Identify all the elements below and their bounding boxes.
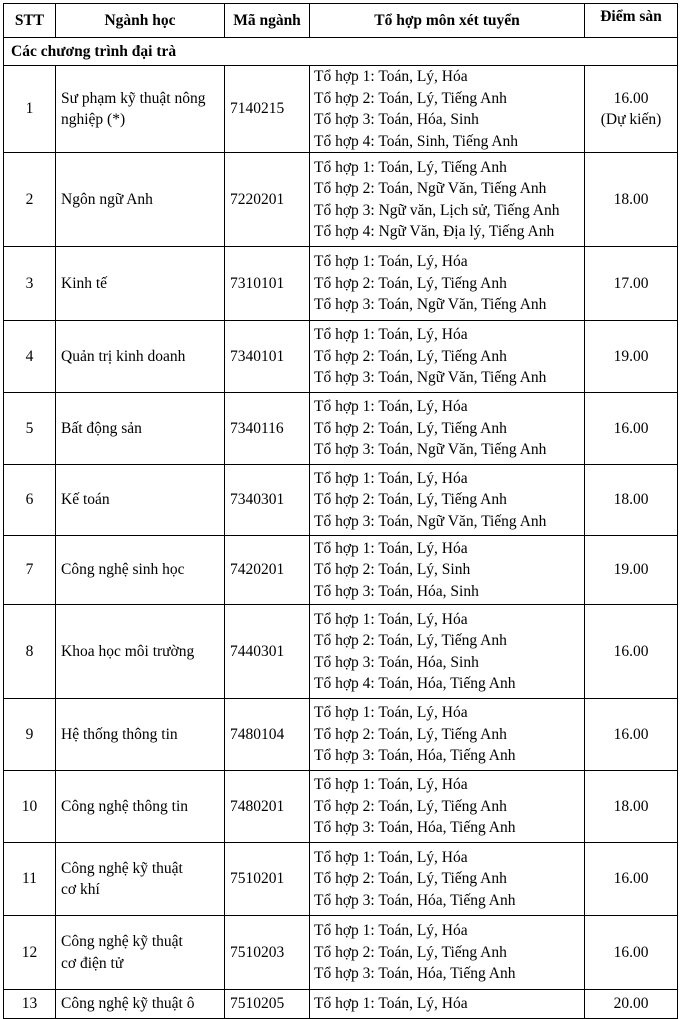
score-cell <box>585 465 678 536</box>
combo-line: Tổ hợp 1: Toán, Lý, Hóa <box>314 253 468 271</box>
table-row <box>4 66 678 153</box>
combo-line: Tổ hợp 4: Ngữ Văn, Địa lý, Tiếng Anh <box>314 223 555 240</box>
major-cell <box>56 771 225 843</box>
combo-line: Tổ hợp 1: Toán, Lý, Hóa <box>314 848 468 866</box>
score-line: 18.00 <box>613 491 649 509</box>
header-score: Điểm sàn <box>585 4 678 38</box>
combo-line: Tổ hợp 2: Toán, Lý, Tiếng Anh <box>314 870 507 888</box>
score-line: 16.00 <box>613 870 649 888</box>
score-cell <box>585 771 678 843</box>
section-row <box>4 38 678 66</box>
major-line: Sư phạm kỹ thuật nông <box>61 89 206 107</box>
score-line: 17.00 <box>613 274 649 292</box>
major-cell <box>56 321 225 393</box>
table-row <box>4 393 678 465</box>
combo-line: Tổ hợp 2: Toán, Lý, Sinh <box>314 561 471 579</box>
combo-line: Tổ hợp 3: Toán, Hóa, Sinh <box>314 582 479 600</box>
combo-line: Tổ hợp 2: Toán, Lý, Tiếng Anh <box>314 89 507 107</box>
combos-cell <box>310 990 585 1019</box>
combos-cell <box>310 536 585 605</box>
combo-line: Tổ hợp 3: Toán, Hóa, Tiếng Anh <box>314 819 516 837</box>
major-cell <box>56 465 225 536</box>
score-cell <box>585 247 678 321</box>
combos-cell <box>310 321 585 393</box>
score-cell <box>585 990 678 1019</box>
combos-cell <box>310 843 585 916</box>
combo-line: Tổ hợp 1: Toán, Lý, Hóa <box>314 610 468 628</box>
major-line: Bất động sản <box>61 419 142 437</box>
header-row <box>4 4 678 38</box>
combo-line: Tổ hợp 1: Toán, Lý, Hóa <box>314 326 468 344</box>
major-line: Công nghệ sinh học <box>61 561 185 579</box>
code-cell: 7340101 <box>225 321 310 393</box>
table-row <box>4 843 678 916</box>
major-cell <box>56 699 225 771</box>
major-line: nghiệp (*) <box>61 111 126 128</box>
stt-cell: 4 <box>4 321 56 393</box>
combo-line: Tổ hợp 2: Toán, Lý, Tiếng Anh <box>314 797 507 815</box>
major-line: Kế toán <box>61 491 110 509</box>
stt-cell: 7 <box>4 536 56 605</box>
major-cell <box>56 153 225 247</box>
major-line: Công nghệ kỹ thuật <box>61 859 183 877</box>
score-cell <box>585 699 678 771</box>
major-cell <box>56 990 225 1019</box>
combo-line: Tổ hợp 3: Toán, Ngữ Văn, Tiếng Anh <box>314 369 547 387</box>
combo-line: Tổ hợp 2: Toán, Lý, Tiếng Anh <box>314 491 507 509</box>
score-cell <box>585 843 678 916</box>
stt-cell: 9 <box>4 699 56 771</box>
combo-line: Tổ hợp 3: Toán, Ngữ Văn, Tiếng Anh <box>314 441 547 459</box>
combos-cell <box>310 153 585 247</box>
combo-line: Tổ hợp 3: Toán, Hóa, Sinh <box>314 653 479 671</box>
table-row <box>4 536 678 605</box>
score-line: 16.00 <box>613 89 649 107</box>
stt-cell: 10 <box>4 771 56 843</box>
code-cell: 7510203 <box>225 916 310 990</box>
score-cell <box>585 321 678 393</box>
code-cell: 7420201 <box>225 536 310 605</box>
code-cell: 7480104 <box>225 699 310 771</box>
score-line: 16.00 <box>613 419 649 437</box>
code-cell: 7340116 <box>225 393 310 465</box>
stt-cell: 5 <box>4 393 56 465</box>
combos-cell <box>310 66 585 153</box>
major-line: Công nghệ thông tin <box>61 797 189 815</box>
code-cell: 7510201 <box>225 843 310 916</box>
stt-cell: 11 <box>4 843 56 916</box>
combos-cell <box>310 465 585 536</box>
code-cell: 7480201 <box>225 771 310 843</box>
combo-line: Tổ hợp 3: Toán, Hóa, Tiếng Anh <box>314 891 516 909</box>
combos-cell <box>310 771 585 843</box>
score-cell <box>585 536 678 605</box>
table-row <box>4 321 678 393</box>
stt-cell: 2 <box>4 153 56 247</box>
major-cell <box>56 66 225 153</box>
combo-line: Tổ hợp 1: Toán, Lý, Tiếng Anh <box>314 158 507 176</box>
major-line: cơ điện tử <box>61 954 124 972</box>
combos-cell <box>310 247 585 321</box>
code-cell: 7510205 <box>225 990 310 1019</box>
header-combos: Tổ hợp môn xét tuyển <box>310 4 585 38</box>
combos-cell <box>310 393 585 465</box>
score-line: (Dự kiến) <box>600 111 662 128</box>
combo-line: Tổ hợp 2: Toán, Ngữ Văn, Tiếng Anh <box>314 180 547 197</box>
major-cell <box>56 393 225 465</box>
major-line: Công nghệ kỹ thuật <box>61 933 183 950</box>
major-line: Khoa học môi trường <box>61 642 195 660</box>
combo-line: Tổ hợp 2: Toán, Lý, Tiếng Anh <box>314 943 507 961</box>
stt-cell: 12 <box>4 916 56 990</box>
score-line: 19.00 <box>613 561 649 579</box>
combo-line: Tổ hợp 3: Toán, Ngữ Văn, Tiếng Anh <box>314 512 547 530</box>
combo-line: Tổ hợp 3: Toán, Hóa, Tiếng Anh <box>314 965 516 983</box>
table-row <box>4 247 678 321</box>
major-cell <box>56 916 225 990</box>
combo-line: Tổ hợp 3: Toán, Hóa, Sinh <box>314 111 479 128</box>
combo-line: Tổ hợp 2: Toán, Lý, Tiếng Anh <box>314 419 507 437</box>
score-line: 16.00 <box>613 642 649 660</box>
code-cell: 7220201 <box>225 153 310 247</box>
stt-cell: 3 <box>4 247 56 321</box>
major-cell <box>56 605 225 699</box>
combo-line: Tổ hợp 2: Toán, Lý, Tiếng Anh <box>314 347 507 365</box>
combo-line: Tổ hợp 3: Toán, Ngữ Văn, Tiếng Anh <box>314 296 547 314</box>
table-row <box>4 990 678 1019</box>
table-row <box>4 699 678 771</box>
major-cell <box>56 536 225 605</box>
combo-line: Tổ hợp 1: Toán, Lý, Hóa <box>314 469 468 487</box>
combo-line: Tổ hợp 3: Ngữ văn, Lịch sử, Tiếng Anh <box>314 201 560 219</box>
score-line: 18.00 <box>613 190 649 208</box>
score-cell <box>585 153 678 247</box>
combo-line: Tổ hợp 1: Toán, Lý, Hóa <box>314 704 468 722</box>
score-cell <box>585 605 678 699</box>
score-cell <box>585 916 678 990</box>
stt-cell: 1 <box>4 66 56 153</box>
major-line: Hệ thống thông tin <box>61 725 178 743</box>
score-cell <box>585 393 678 465</box>
stt-cell: 6 <box>4 465 56 536</box>
major-cell <box>56 843 225 916</box>
major-line: Quản trị kinh doanh <box>61 347 186 365</box>
header-code: Mã ngành <box>225 4 310 38</box>
major-line: Kinh tế <box>61 274 108 292</box>
combo-line: Tổ hợp 1: Toán, Lý, Hóa <box>314 995 468 1013</box>
combos-cell <box>310 699 585 771</box>
section-title: Các chương trình đại trà <box>4 38 678 66</box>
combos-cell <box>310 916 585 990</box>
combo-line: Tổ hợp 4: Toán, Hóa, Tiếng Anh <box>314 675 516 692</box>
header-stt: STT <box>4 4 56 38</box>
stt-cell: 13 <box>4 990 56 1019</box>
header-major: Ngành học <box>56 4 225 38</box>
score-line: 18.00 <box>613 797 649 815</box>
combo-line: Tổ hợp 1: Toán, Lý, Hóa <box>314 398 468 416</box>
major-line: cơ khí <box>61 881 100 898</box>
combos-cell <box>310 605 585 699</box>
combo-line: Tổ hợp 2: Toán, Lý, Tiếng Anh <box>314 274 507 292</box>
combo-line: Tổ hợp 1: Toán, Lý, Hóa <box>314 68 468 85</box>
combo-line: Tổ hợp 4: Toán, Sinh, Tiếng Anh <box>314 132 519 150</box>
code-cell: 7310101 <box>225 247 310 321</box>
combo-line: Tổ hợp 2: Toán, Lý, Tiếng Anh <box>314 632 507 649</box>
table-row <box>4 771 678 843</box>
code-cell: 7340301 <box>225 465 310 536</box>
major-line: Ngôn ngữ Anh <box>61 190 153 208</box>
table-row <box>4 465 678 536</box>
admission-table <box>3 3 678 1019</box>
table-row <box>4 605 678 699</box>
table-row <box>4 153 678 247</box>
score-line: 16.00 <box>613 725 649 743</box>
code-cell: 7440301 <box>225 605 310 699</box>
combo-line: Tổ hợp 3: Toán, Hóa, Tiếng Anh <box>314 747 516 765</box>
code-cell: 7140215 <box>225 66 310 153</box>
stt-cell: 8 <box>4 605 56 699</box>
score-line: 20.00 <box>613 995 649 1013</box>
combo-line: Tổ hợp 1: Toán, Lý, Hóa <box>314 776 468 794</box>
score-line: 16.00 <box>613 943 649 961</box>
table-row <box>4 916 678 990</box>
score-line: 19.00 <box>613 347 649 365</box>
major-line: Công nghệ kỹ thuật ô <box>61 995 195 1013</box>
major-cell <box>56 247 225 321</box>
score-cell <box>585 66 678 153</box>
combo-line: Tổ hợp 1: Toán, Lý, Hóa <box>314 922 468 940</box>
combo-line: Tổ hợp 2: Toán, Lý, Tiếng Anh <box>314 725 507 743</box>
combo-line: Tổ hợp 1: Toán, Lý, Hóa <box>314 539 468 557</box>
